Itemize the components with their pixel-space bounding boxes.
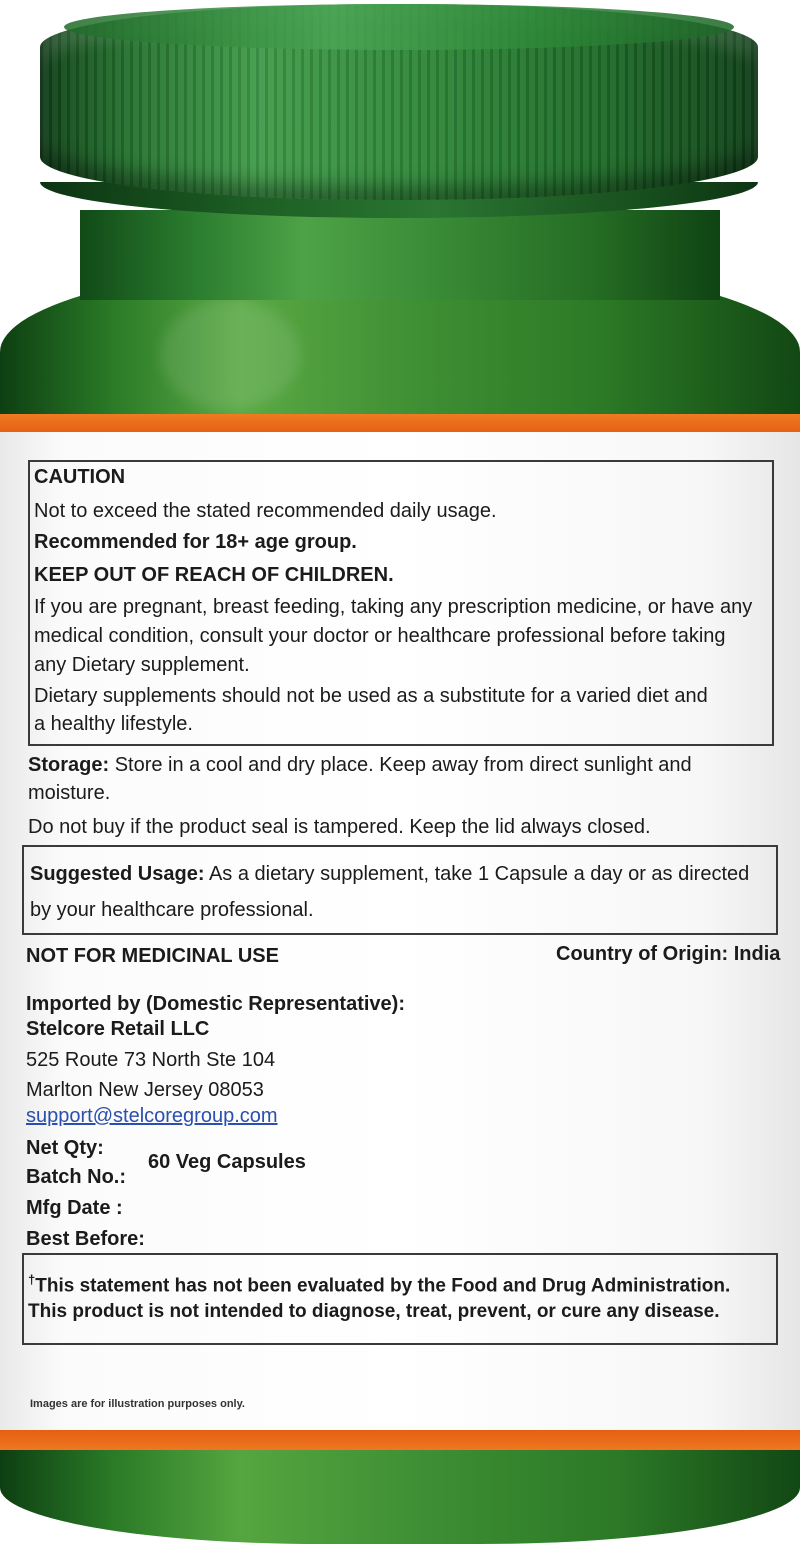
net-qty-label: Net Qty: bbox=[26, 1137, 104, 1159]
best-before-label: Best Before: bbox=[26, 1228, 145, 1250]
pregnancy-warning: medical condition, consult your doctor or healthcare professional before taking bbox=[34, 625, 726, 647]
usage-line: As a dietary supplement, take 1 Capsule a day or as directed bbox=[208, 863, 750, 885]
fda-disclaimer-line bbox=[28, 1268, 730, 1298]
not-medicinal-notice: NOT FOR MEDICINAL USE bbox=[26, 945, 279, 967]
storage-line: Store in a cool and dry place. Keep away from direct sunlight and bbox=[114, 754, 692, 776]
pregnancy-warning: If you are pregnant, breast feeding, taking any prescription medicine, or have any bbox=[34, 596, 753, 618]
fda-disclaimer-line: This product is not intended to diagnose, treat, prevent, or cure any disease. bbox=[28, 1301, 720, 1322]
dagger-symbol: † bbox=[28, 1272, 36, 1287]
label-top-stripe bbox=[0, 414, 800, 434]
seal-notice: Do not buy if the product seal is tampered. Keep the lid always closed. bbox=[28, 816, 651, 838]
cap-top bbox=[64, 4, 734, 50]
bottle-base bbox=[0, 1450, 800, 1544]
usage-label: Suggested Usage: bbox=[30, 863, 205, 885]
storage-line: moisture. bbox=[28, 782, 111, 804]
country-of-origin: Country of Origin: India bbox=[556, 943, 781, 965]
importer-address: 525 Route 73 North Ste 104 bbox=[26, 1049, 276, 1071]
storage-text bbox=[28, 753, 692, 777]
caution-line: Not to exceed the stated recommended daily usage. bbox=[34, 500, 497, 522]
age-recommendation: Recommended for 18+ age group. bbox=[34, 531, 357, 553]
bottle-neck bbox=[80, 210, 720, 300]
children-warning: KEEP OUT OF REACH OF CHILDREN. bbox=[34, 564, 394, 586]
fda-disclaimer-box bbox=[22, 1253, 778, 1345]
bottle-highlight bbox=[160, 300, 300, 410]
illustration-note: Images are for illustration purposes only. bbox=[30, 1398, 245, 1410]
net-qty-value: 60 Veg Capsules bbox=[148, 1151, 306, 1173]
label-bottom-stripe bbox=[0, 1430, 800, 1452]
fda-disclaimer-text: This statement has not been evaluated by the Food and Drug Administration. bbox=[35, 1275, 731, 1297]
importer-address: Marlton New Jersey 08053 bbox=[26, 1079, 264, 1101]
storage-label: Storage: bbox=[28, 754, 110, 776]
batch-label: Batch No.: bbox=[26, 1166, 126, 1188]
support-email-link[interactable]: support@stelcoregroup.com bbox=[26, 1105, 278, 1127]
substitute-warning: a healthy lifestyle. bbox=[34, 713, 193, 735]
usage-text bbox=[30, 862, 749, 886]
mfg-date-label: Mfg Date : bbox=[26, 1197, 123, 1219]
usage-line: by your healthcare professional. bbox=[30, 899, 314, 921]
importer-company: Stelcore Retail LLC bbox=[26, 1018, 210, 1040]
caution-heading: CAUTION bbox=[34, 466, 126, 488]
importer-heading: Imported by (Domestic Representative): bbox=[26, 993, 405, 1015]
pregnancy-warning: any Dietary supplement. bbox=[34, 654, 250, 676]
substitute-warning: Dietary supplements should not be used as a substitute for a varied diet and bbox=[34, 685, 708, 707]
